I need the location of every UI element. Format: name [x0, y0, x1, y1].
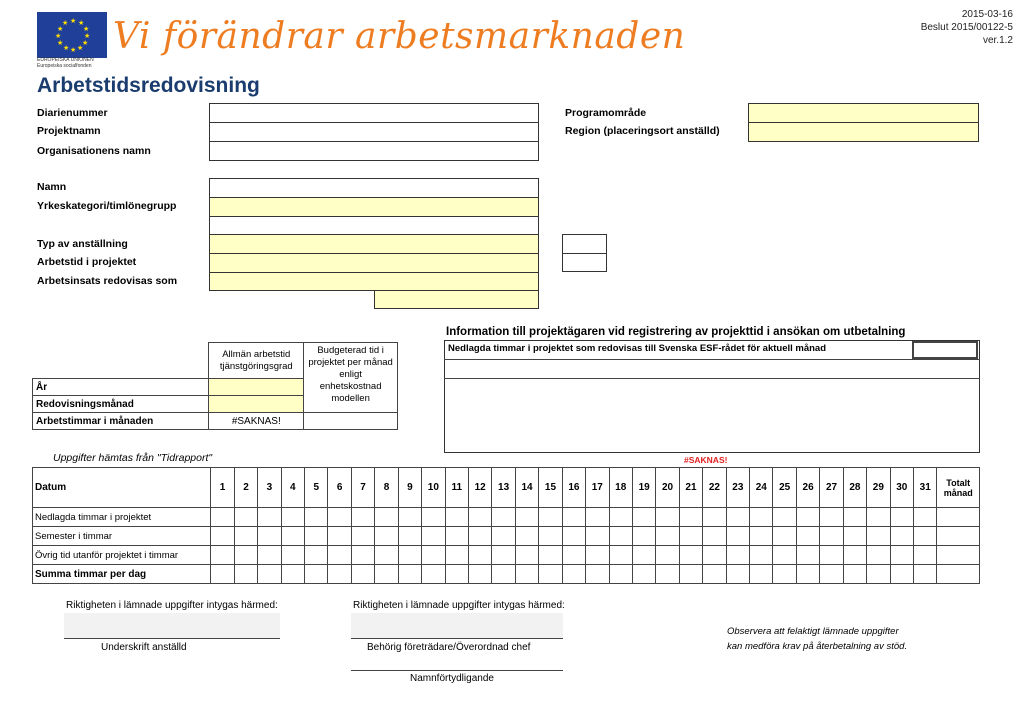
day-cell[interactable]: [398, 546, 421, 565]
day-cell[interactable]: [632, 527, 655, 546]
day-cell[interactable]: [328, 546, 351, 565]
day-cell[interactable]: [351, 508, 374, 527]
day-cell[interactable]: [375, 546, 398, 565]
day-cell[interactable]: [656, 508, 679, 527]
svg-text:★: ★: [78, 19, 85, 27]
day-cell[interactable]: [258, 546, 281, 565]
day-header-13: 13: [492, 468, 515, 508]
day-cell: [328, 565, 351, 584]
day-cell: [937, 508, 980, 527]
day-cell[interactable]: [328, 508, 351, 527]
day-cell[interactable]: [843, 508, 866, 527]
day-cell: [750, 565, 773, 584]
day-header-12: 12: [468, 468, 491, 508]
day-cell[interactable]: [656, 546, 679, 565]
day-header-23: 23: [726, 468, 749, 508]
day-cell[interactable]: [796, 527, 819, 546]
day-cell[interactable]: [586, 508, 609, 527]
day-cell: [937, 546, 980, 565]
yrkeskategori-input[interactable]: [209, 197, 539, 217]
meta-version: ver.1.2: [982, 35, 1013, 46]
typ-anstallning-side-box[interactable]: [562, 234, 607, 254]
row-label: Nedlagda timmar i projektet: [33, 508, 211, 527]
day-cell: [609, 565, 632, 584]
day-header-5: 5: [305, 468, 328, 508]
day-cell: [586, 565, 609, 584]
day-header-7: 7: [351, 468, 374, 508]
certify-text-employee: Riktigheten i lämnade uppgifter intygas härmed:: [66, 600, 278, 611]
day-cell[interactable]: [375, 527, 398, 546]
day-header-30: 30: [890, 468, 913, 508]
svg-text:★: ★: [55, 32, 62, 40]
day-cell: [562, 565, 585, 584]
day-cell: [398, 565, 421, 584]
day-cell[interactable]: [422, 527, 445, 546]
yrkeskategori-extra-input[interactable]: [209, 216, 539, 235]
row-label-arbetstimmar: Arbetstimmar i månaden: [33, 413, 209, 430]
day-cell[interactable]: [351, 546, 374, 565]
day-cell[interactable]: [890, 508, 913, 527]
day-cell[interactable]: [820, 508, 843, 527]
day-cell[interactable]: [422, 546, 445, 565]
day-cell: [843, 565, 866, 584]
day-header-18: 18: [609, 468, 632, 508]
day-cell: [914, 565, 937, 584]
day-header-3: 3: [258, 468, 281, 508]
day-cell[interactable]: [445, 546, 468, 565]
diarienummer-input[interactable]: [209, 103, 539, 123]
organisation-input[interactable]: [209, 141, 539, 161]
table-row: [33, 546, 980, 565]
day-cell[interactable]: [703, 527, 726, 546]
day-header-8: 8: [375, 468, 398, 508]
day-cell[interactable]: [867, 508, 890, 527]
day-cell[interactable]: [562, 508, 585, 527]
day-cell[interactable]: [890, 527, 913, 546]
row-label: Semester i timmar: [33, 527, 211, 546]
day-cell[interactable]: [539, 546, 562, 565]
day-cell[interactable]: [492, 527, 515, 546]
day-cell[interactable]: [632, 508, 655, 527]
day-cell[interactable]: [609, 527, 632, 546]
meta-decision: Beslut 2015/00122-5: [920, 22, 1013, 33]
day-cell[interactable]: [211, 508, 234, 527]
day-cell[interactable]: [726, 546, 749, 565]
day-cell[interactable]: [773, 508, 796, 527]
eu-caption-line-1: EUROPEISKA UNIONEN: [37, 57, 94, 63]
label-behorig-foretradare: Behörig företrädare/Överordnad chef: [367, 642, 531, 653]
day-cell: [515, 565, 538, 584]
row-label: Summa timmar per dag: [33, 565, 211, 584]
day-cell: [679, 565, 702, 584]
day-cell[interactable]: [656, 527, 679, 546]
svg-text:★: ★: [77, 44, 84, 52]
day-cell: [632, 565, 655, 584]
svg-text:★: ★: [57, 39, 64, 47]
ar-input[interactable]: [209, 379, 304, 396]
info-divider: [444, 378, 980, 379]
day-header-16: 16: [562, 468, 585, 508]
day-cell: [703, 565, 726, 584]
day-cell[interactable]: [351, 527, 374, 546]
day-cell[interactable]: [305, 508, 328, 527]
day-cell: [773, 565, 796, 584]
day-cell[interactable]: [258, 508, 281, 527]
day-cell[interactable]: [468, 508, 491, 527]
row-label-ar: År: [33, 379, 209, 396]
manager-signature-line: [351, 638, 563, 639]
day-cell[interactable]: [562, 527, 585, 546]
day-cell: [351, 565, 374, 584]
typ-anstallning-input[interactable]: [209, 234, 539, 254]
day-cell[interactable]: [609, 546, 632, 565]
svg-text:★: ★: [63, 44, 70, 52]
arbetstid-side-box[interactable]: [562, 253, 607, 272]
day-header-24: 24: [750, 468, 773, 508]
svg-text:★: ★: [83, 25, 90, 33]
header-datum: Datum: [33, 468, 211, 508]
day-cell[interactable]: [211, 546, 234, 565]
label-namn: Namn: [37, 181, 67, 193]
row-label-redovisningsmanad: Redovisningsmånad: [33, 396, 209, 413]
day-cell: [867, 565, 890, 584]
label-namnfortydligande: Namnförtydligande: [410, 673, 494, 684]
name-clarification-line: [351, 670, 563, 671]
day-cell[interactable]: [914, 527, 937, 546]
day-header-28: 28: [843, 468, 866, 508]
day-cell[interactable]: [586, 527, 609, 546]
day-cell: [726, 565, 749, 584]
day-cell[interactable]: [539, 527, 562, 546]
day-cell[interactable]: [492, 508, 515, 527]
label-region: Region (placeringsort anställd): [565, 125, 720, 137]
svg-text:★: ★: [82, 39, 89, 47]
label-programomrade: Programområde: [565, 107, 647, 119]
day-cell[interactable]: [258, 527, 281, 546]
day-cell[interactable]: [445, 527, 468, 546]
day-cell[interactable]: [703, 508, 726, 527]
day-header-25: 25: [773, 468, 796, 508]
day-cell: [539, 565, 562, 584]
day-cell[interactable]: [562, 546, 585, 565]
day-cell: [937, 527, 980, 546]
day-cell[interactable]: [890, 546, 913, 565]
header-totalt-manad: Totalt månad: [937, 468, 980, 508]
day-cell[interactable]: [679, 546, 702, 565]
day-cell[interactable]: [515, 508, 538, 527]
day-header-1: 1: [211, 468, 234, 508]
day-cell[interactable]: [750, 527, 773, 546]
day-cell[interactable]: [750, 546, 773, 565]
day-cell[interactable]: [586, 546, 609, 565]
employee-signature-line: [64, 638, 280, 639]
slogan: Vi förändrar arbetsmarknaden: [113, 16, 686, 57]
day-cell[interactable]: [726, 527, 749, 546]
notice-line-2: kan medföra krav på återbetalning av stöd.: [727, 641, 908, 652]
day-cell[interactable]: [843, 546, 866, 565]
day-cell[interactable]: [726, 508, 749, 527]
day-header-26: 26: [796, 468, 819, 508]
day-cell[interactable]: [867, 527, 890, 546]
day-cell[interactable]: [211, 527, 234, 546]
day-header-20: 20: [656, 468, 679, 508]
day-cell[interactable]: [281, 527, 304, 546]
programomrade-input[interactable]: [748, 103, 979, 123]
header-budgeterad-tid: Budgeterad tid i projektet per månad enligt enhetskostnad modellen: [304, 343, 398, 413]
daily-hours-table: [32, 467, 980, 584]
label-diarienummer: Diarienummer: [37, 107, 108, 119]
day-cell: [796, 565, 819, 584]
day-cell[interactable]: [234, 546, 257, 565]
row-label: Övrig tid utanför projektet i timmar: [33, 546, 211, 565]
day-header-17: 17: [586, 468, 609, 508]
day-cell[interactable]: [445, 508, 468, 527]
day-header-29: 29: [867, 468, 890, 508]
empty-corner: [33, 343, 209, 379]
eu-flag-logo: [37, 12, 107, 58]
day-header-27: 27: [820, 468, 843, 508]
day-header-2: 2: [234, 468, 257, 508]
day-cell: [281, 565, 304, 584]
label-projektnamn: Projektnamn: [37, 125, 101, 137]
table-row: [33, 508, 980, 527]
day-header-19: 19: [632, 468, 655, 508]
day-cell[interactable]: [773, 546, 796, 565]
info-heading: Information till projektägaren vid registrering av projekttid i ansökan om utbetalning: [446, 326, 906, 338]
day-cell[interactable]: [703, 546, 726, 565]
table-row: [33, 565, 980, 584]
namn-input[interactable]: [209, 178, 539, 198]
day-cell[interactable]: [398, 508, 421, 527]
eu-caption: [37, 57, 94, 69]
day-header-9: 9: [398, 468, 421, 508]
label-arbetsinsats: Arbetsinsats redovisas som: [37, 275, 178, 287]
day-cell[interactable]: [867, 546, 890, 565]
label-yrkeskategori: Yrkeskategori/timlönegrupp: [37, 200, 177, 212]
day-cell[interactable]: [422, 508, 445, 527]
day-cell: [890, 565, 913, 584]
label-organisation: Organisationens namn: [37, 145, 151, 157]
day-cell: [656, 565, 679, 584]
employee-signature-field[interactable]: [64, 613, 280, 638]
day-cell[interactable]: [914, 508, 937, 527]
day-cell[interactable]: [281, 546, 304, 565]
day-header-6: 6: [328, 468, 351, 508]
day-cell[interactable]: [679, 527, 702, 546]
day-header-31: 31: [914, 468, 937, 508]
info-hours-input[interactable]: [912, 341, 978, 359]
document-meta: [921, 8, 1013, 47]
region-input[interactable]: [748, 122, 979, 142]
svg-text:★: ★: [84, 32, 91, 40]
day-header-21: 21: [679, 468, 702, 508]
day-cell: [305, 565, 328, 584]
day-cell[interactable]: [914, 546, 937, 565]
day-cell: [258, 565, 281, 584]
month-summary-table: [32, 342, 398, 430]
manager-signature-field[interactable]: [351, 613, 563, 638]
label-typ-anstallning: Typ av anställning: [37, 238, 128, 250]
day-cell[interactable]: [515, 546, 538, 565]
source-note: Uppgifter hämtas från "Tidrapport": [53, 452, 213, 464]
day-cell[interactable]: [305, 527, 328, 546]
day-header-14: 14: [515, 468, 538, 508]
day-cell[interactable]: [234, 508, 257, 527]
day-cell[interactable]: [750, 508, 773, 527]
day-cell[interactable]: [632, 546, 655, 565]
header-allman-arbetstid: Allmän arbetstid tjänstgöringsgrad: [209, 343, 304, 379]
projektnamn-input[interactable]: [209, 122, 539, 142]
missing-warning: #SAKNAS!: [684, 455, 728, 465]
info-row-label: Nedlagda timmar i projektet som redovisas till Svenska ESF-rådet för aktuell månad: [448, 343, 827, 354]
meta-date: 2015-03-16: [961, 9, 1013, 20]
day-cell: [211, 565, 234, 584]
day-cell: [468, 565, 491, 584]
day-cell: [445, 565, 468, 584]
day-cell[interactable]: [515, 527, 538, 546]
day-cell[interactable]: [234, 527, 257, 546]
redovisningsmanad-input[interactable]: [209, 396, 304, 413]
day-header-22: 22: [703, 468, 726, 508]
day-cell[interactable]: [796, 508, 819, 527]
day-cell: [937, 565, 980, 584]
day-cell: [375, 565, 398, 584]
day-cell: [492, 565, 515, 584]
label-arbetstid-projekt: Arbetstid i projektet: [37, 256, 137, 268]
day-cell[interactable]: [539, 508, 562, 527]
budgeterad-value: [304, 413, 398, 430]
day-cell[interactable]: [281, 508, 304, 527]
day-cell[interactable]: [328, 527, 351, 546]
label-underskrift-anstalld: Underskrift anställd: [101, 642, 187, 653]
day-cell[interactable]: [679, 508, 702, 527]
day-cell[interactable]: [820, 527, 843, 546]
svg-text:★: ★: [62, 19, 69, 27]
day-cell[interactable]: [375, 508, 398, 527]
day-cell: [422, 565, 445, 584]
svg-text:★: ★: [57, 25, 64, 33]
eu-caption-line-2: Europeiska socialfonden: [37, 63, 92, 69]
notice-line-1: Observera att felaktigt lämnade uppgifter: [727, 626, 899, 637]
day-cell[interactable]: [305, 546, 328, 565]
page-title: Arbetstidsredovisning: [37, 74, 260, 97]
arbetstimmar-value: #SAKNAS!: [209, 413, 304, 430]
day-cell: [820, 565, 843, 584]
arbetsinsats-extra-input[interactable]: [374, 290, 539, 309]
day-header-10: 10: [422, 468, 445, 508]
arbetstid-projekt-input[interactable]: [209, 253, 539, 273]
arbetsinsats-input[interactable]: [209, 272, 539, 291]
table-row: [33, 527, 980, 546]
day-header-15: 15: [539, 468, 562, 508]
day-cell[interactable]: [398, 527, 421, 546]
day-cell[interactable]: [609, 508, 632, 527]
day-header-11: 11: [445, 468, 468, 508]
day-cell: [234, 565, 257, 584]
day-cell[interactable]: [468, 546, 491, 565]
svg-text:★: ★: [70, 46, 77, 54]
day-cell[interactable]: [492, 546, 515, 565]
certify-text-manager: Riktigheten i lämnade uppgifter intygas härmed:: [353, 600, 565, 611]
day-cell[interactable]: [820, 546, 843, 565]
day-cell[interactable]: [773, 527, 796, 546]
day-cell[interactable]: [468, 527, 491, 546]
day-header-4: 4: [281, 468, 304, 508]
day-cell[interactable]: [796, 546, 819, 565]
day-cell[interactable]: [843, 527, 866, 546]
svg-text:★: ★: [70, 17, 77, 25]
